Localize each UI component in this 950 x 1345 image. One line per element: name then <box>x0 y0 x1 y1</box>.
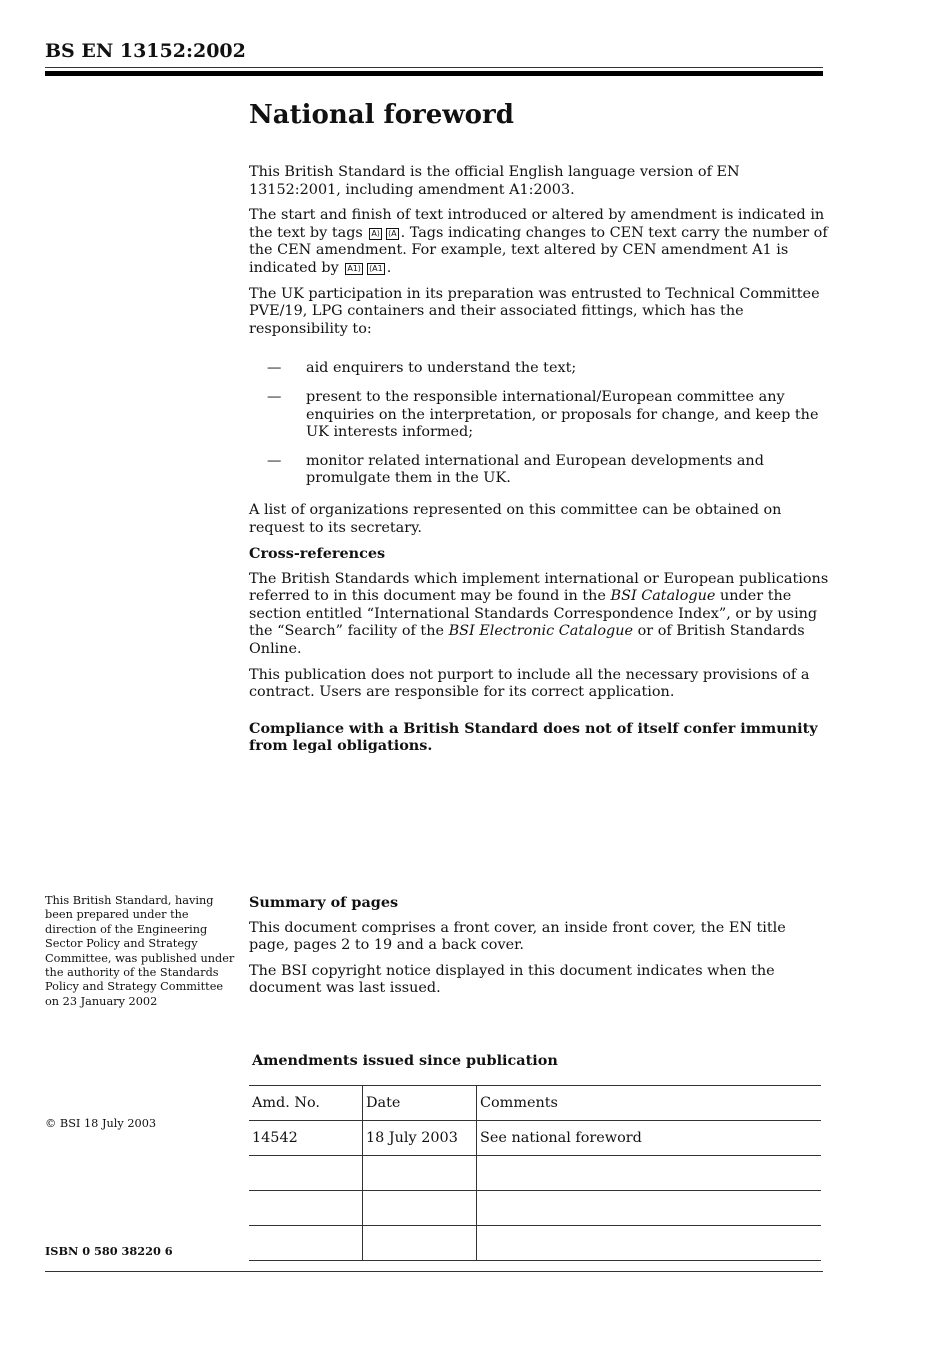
table-cell <box>477 1226 822 1261</box>
table-cell <box>363 1191 477 1226</box>
header-cell: Comments <box>477 1086 822 1121</box>
amendments-title: Amendments issued since publication <box>252 1052 558 1069</box>
header-cell: Date <box>363 1086 477 1121</box>
header-rule-thin <box>45 67 823 68</box>
bsi-electronic-catalogue-title: BSI Electronic Catalogue <box>448 623 633 640</box>
table-cell <box>477 1191 822 1226</box>
paragraph-organizations: A list of organizations represented on this committee can be obtained on request to its secretary. <box>249 501 782 536</box>
dash-bullet: — <box>267 360 282 377</box>
compliance-note: Compliance with a British Standard does not of itself confer immunity from legal obligations. <box>249 719 818 755</box>
a1-start-tag-icon: A1⟩ <box>347 263 362 273</box>
table-cell <box>249 1156 363 1191</box>
document-id: BS EN 13152:2002 <box>45 40 246 62</box>
copyright-notice: © BSI 18 July 2003 <box>45 1117 157 1130</box>
table-row <box>249 1156 821 1191</box>
table-row <box>249 1191 821 1226</box>
summary-paragraph-copyright: The BSI copyright notice displayed in this document indicates when the document was last issued. <box>249 962 775 997</box>
paragraph-provisions: This publication does not purport to include all the necessary provisions of a contract. Users are responsible for its correct application. <box>249 666 810 701</box>
table-row <box>249 1226 821 1261</box>
amendment-start-tag-icon: A⟩ <box>371 228 380 238</box>
table-row <box>249 1121 821 1156</box>
table-cell <box>249 1226 363 1261</box>
responsibility-list <box>249 360 829 488</box>
table-cell <box>249 1191 363 1226</box>
table-cell: 18 July 2003 <box>363 1121 477 1156</box>
table-cell: See national foreword <box>477 1121 822 1156</box>
dash-bullet: — <box>267 388 282 405</box>
header-cell: Amd. No. <box>249 1086 363 1121</box>
table-header-row <box>249 1086 821 1121</box>
header-rule-thick <box>45 71 823 76</box>
list-item: — monitor related international and European developments and promulgate them in the UK. <box>267 452 764 487</box>
paragraph-cross-references: The British Standards which implement international or European publications referred to in this document may be found in the BSI Catalogue under the section entitled “International Standards Correspondence Index”, or by using the “Search” facility of the BSI Electronic Catalogue or of British Standards Online. <box>249 570 829 658</box>
amendment-end-tag-icon: ⟨A <box>387 228 397 238</box>
table-cell <box>363 1226 477 1261</box>
summary-paragraph-pages: This document comprises a front cover, an inside front cover, the EN title page, pages 2 to 19 and a back cover. <box>249 919 786 954</box>
dash-bullet: — <box>267 452 282 469</box>
foreword-body <box>249 164 829 763</box>
table-cell: 14542 <box>249 1121 363 1156</box>
paragraph-committee: The UK participation in its preparation was entrusted to Technical Committee PVE/19, LPG containers and their associated fittings, which has the responsibility to: <box>249 285 820 337</box>
table-cell <box>363 1156 477 1191</box>
page-title: National foreword <box>249 100 514 130</box>
bsi-catalogue-title: BSI Catalogue <box>610 588 716 605</box>
paragraph-amendment-tags: The start and finish of text introduced or altered by amendment is indicated in the text by tags A⟩ ⟨A . Tags indicating changes to CEN text carry the number of the CEN amendment. For example, text altered by CEN amendment A1 is indicated by A1⟩ ⟨A1 . <box>249 207 828 276</box>
paragraph-official-version: This British Standard is the official English language version of EN 13152:2001, including amendment A1:2003. <box>249 164 740 198</box>
summary-of-pages <box>249 894 829 1006</box>
isbn: ISBN 0 580 38220 6 <box>45 1244 173 1258</box>
list-item: — present to the responsible international/European committee any enquiries on the interpretation, or proposals for change, and keep the UK interests informed; <box>267 388 819 441</box>
a1-end-tag-icon: ⟨A1 <box>369 263 383 273</box>
publication-note: This British Standard, having been prepared under the direction of the Engineering Sector Policy and Strategy Committee, was published under the authority of the Standards Policy and Strategy Committee on 23 January 2002 <box>45 894 235 1008</box>
cross-references-heading: Cross-references <box>249 545 386 563</box>
footer-rule <box>45 1271 823 1272</box>
list-item: — aid enquirers to understand the text; <box>267 360 577 377</box>
summary-heading: Summary of pages <box>249 894 399 911</box>
amendments-table <box>249 1085 821 1261</box>
table-cell <box>477 1156 822 1191</box>
